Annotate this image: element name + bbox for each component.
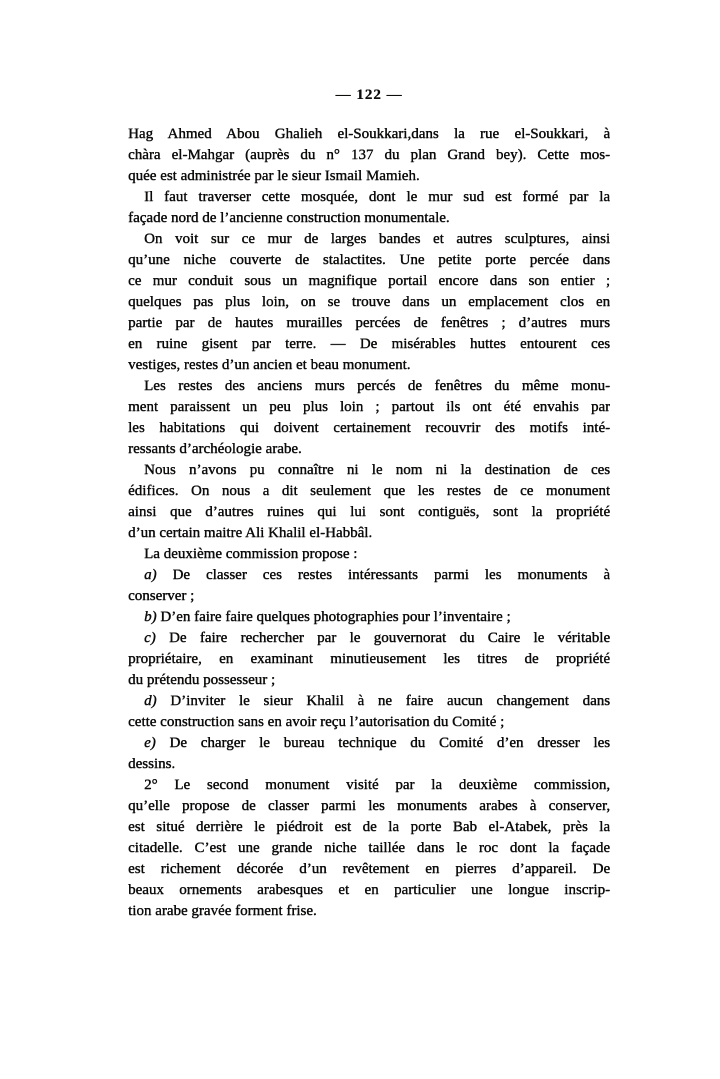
text-line: a) De classer ces restes intéressants parmi les monuments à — [144, 567, 610, 583]
text-line: en ruine gisent par terre. — De misérables huttes entourent ces — [128, 336, 610, 352]
text-line: dessins. — [128, 756, 176, 772]
text-line: vestiges, restes d’un ancien et beau monument. — [128, 357, 411, 373]
text-line: du prétendu possesseur ; — [128, 672, 276, 688]
text-line: qu’une niche couverte de stalactites. Une petite porte percée dans — [128, 252, 610, 268]
text-line: conserver ; — [128, 588, 195, 604]
text-line: édifices. On nous a dit seulement que les restes de ce monument — [128, 483, 610, 499]
text-line: tion arabe gravée forment frise. — [128, 903, 317, 919]
text-line: est richement décorée d’un revêtement en pierres d’appareil. De — [128, 861, 610, 877]
text-line: Les restes des anciens murs percés de fenêtres du même monu- — [144, 378, 610, 394]
text-line: On voit sur ce mur de larges bandes et autres sculptures, ainsi — [144, 231, 610, 247]
text-line: façade nord de l’ancienne construction monumentale. — [128, 210, 450, 226]
text-line: qu’elle propose de classer parmi les monuments arabes à conserver, — [128, 798, 610, 814]
text-line: est situé derrière le piédroit est de la porte Bab el-Atabek, près la — [128, 819, 610, 835]
text-line: c) De faire rechercher par le gouvernorat du Caire le véritable — [144, 630, 610, 646]
text-line: beaux ornements arabesques et en particulier une longue inscrip- — [128, 882, 610, 898]
text-line: ressants d’archéologie arabe. — [128, 441, 302, 457]
list-item-marker: e) — [144, 735, 156, 751]
text-line: b) D’en faire faire quelques photographies pour l’inventaire ; — [144, 609, 511, 625]
list-item-marker: b) — [144, 609, 157, 625]
text-line: e) De charger le bureau technique du Comité d’en dresser les — [144, 735, 610, 751]
text-line: propriétaire, en examinant minutieusement les titres de propriété — [128, 651, 610, 667]
text-line: ment paraissent un peu plus loin ; partout ils ont été envahis par — [128, 399, 610, 415]
text-line: ce mur conduit sous un magnifique portail encore dans son entier ; — [128, 273, 610, 289]
page-number: — 122 — — [335, 87, 403, 103]
text-line: partie par de hautes murailles percées de fenêtres ; d’autres murs — [128, 315, 610, 331]
text-line: ainsi que d’autres ruines qui lui sont contiguës, sont la propriété — [128, 504, 610, 520]
text-line: les habitations qui doivent certainement recouvrir des motifs inté- — [128, 420, 610, 436]
text-line: citadelle. C’est une grande niche taillée dans le roc dont la façade — [128, 840, 610, 856]
list-item-marker: d) — [144, 693, 157, 709]
text-line: 2° Le second monument visité par la deuxième commission, — [144, 777, 610, 793]
text-line: cette construction sans en avoir reçu l’autorisation du Comité ; — [128, 714, 505, 730]
text-line: Nous n’avons pu connaître ni le nom ni la destination de ces — [144, 462, 610, 478]
text-line: quée est administrée par le sieur Ismail Mamieh. — [128, 168, 420, 184]
list-item-marker: c) — [144, 630, 156, 646]
text-line: quelques pas plus loin, on se trouve dans un emplacement clos en — [128, 294, 610, 310]
text-line: La deuxième commission propose : — [144, 546, 358, 562]
list-item-marker: a) — [144, 567, 157, 583]
text-line: Hag Ahmed Abou Ghalieh el-Soukkari,dans la rue el-Soukkari, à — [128, 126, 610, 142]
text-line: d’un certain maitre Ali Khalil el-Habbâl. — [128, 525, 373, 541]
text-line: chàra el-Mahgar (auprès du n° 137 du plan Grand bey). Cette mos- — [128, 147, 610, 163]
text-block — [128, 124, 610, 922]
text-line: d) D’inviter le sieur Khalil à ne faire aucun changement dans — [144, 693, 610, 709]
text-line: Il faut traverser cette mosquée, dont le mur sud est formé par la — [144, 189, 610, 205]
